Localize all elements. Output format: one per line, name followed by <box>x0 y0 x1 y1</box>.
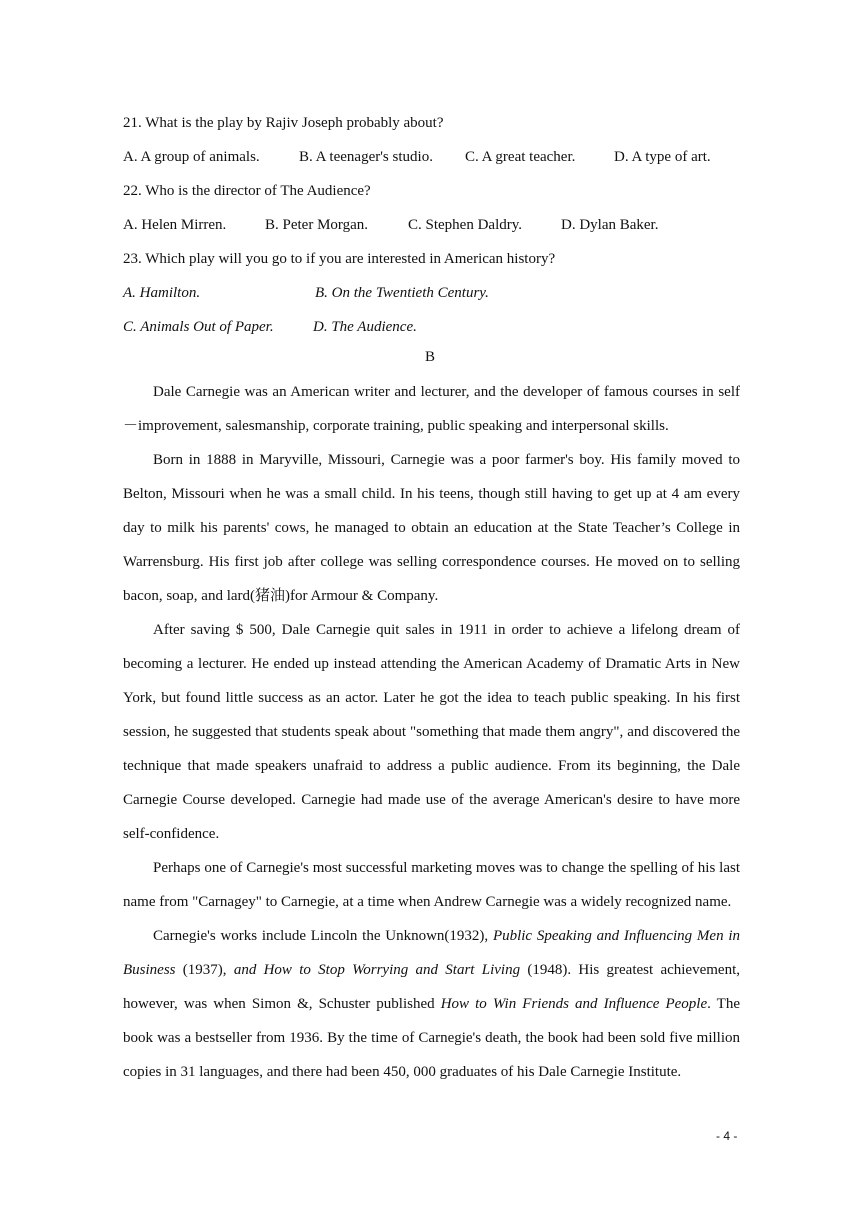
passage-body <box>123 375 740 1089</box>
question-22-option-c: C. Stephen Daldry. <box>408 217 523 233</box>
passage-paragraph-3: After saving $ 500, Dale Carnegie quit sales in 1911 in order to achieve a lifelong dream of becoming a lecturer. He ended up instead attending the American Academy of Dramatic Arts in New York, but found little success as an actor. Later he got the idea to teach public speaking. In his first session, he suggested that students speak about "something that made them angry", and discovered the technique that made speakers unafraid to address a public audience. From its beginning, the Dale Carnegie Course developed. Carnegie had made use of the average American's desire to have more self-confidence. <box>123 622 740 842</box>
page-number: - 4 - <box>716 1129 738 1143</box>
passage-paragraph-2: Born in 1888 in Maryville, Missouri, Carnegie was a poor farmer's boy. His family moved to Belton, Missouri when he was a small child. In his teens, though still having to get up at 4 am every day to milk his parents' cows, he managed to obtain an education at the State Teacher’s College in Warrensburg. His first job after college was selling correspondence courses. He moved on to selling bacon, soap, and lard(猪油)for Armour & Company. <box>123 452 740 604</box>
question-23-option-c: C. Animals Out of Paper. <box>123 319 274 335</box>
passage-paragraph-1: Dale Carnegie was an American writer and lecturer, and the developer of famous courses in self－improvement, salesmanship, corporate training, public speaking and interpersonal skills. <box>123 384 740 434</box>
question-21-option-a: A. A group of animals. <box>123 149 260 165</box>
paragraph-5-text: Carnegie's works include Lincoln the Unknown(1932), <box>153 928 493 944</box>
question-22-stem: 22. Who is the director of The Audience? <box>123 183 371 199</box>
question-21-stem: 21. What is the play by Rajiv Joseph probably about? <box>123 115 444 131</box>
question-23-stem: 23. Which play will you go to if you are interested in American history? <box>123 251 556 267</box>
question-23-options-row-1 <box>123 283 743 303</box>
book-title-public-speaking: Public Speaking and Influencing Men in Business <box>123 928 740 978</box>
question-21-option-b: B. A teenager's studio. <box>299 149 433 165</box>
question-23-option-a: A. Hamilton. <box>123 285 201 301</box>
passage-paragraph-4: Perhaps one of Carnegie's most successful marketing moves was to change the spelling of his last name from "Carnagey" to Carnegie, at a time when Andrew Carnegie was a widely recognized name. <box>123 860 740 910</box>
question-21-option-d: D. A type of art. <box>614 149 711 165</box>
paragraph-5-text: (1948). His greatest achievement, however, was when Simon &, Schuster published <box>123 962 740 1012</box>
question-23-option-d: D. The Audience. <box>313 319 417 335</box>
question-23-options-row-2 <box>123 317 743 337</box>
question-21-options <box>123 147 743 167</box>
paragraph-5-text: (1937), <box>175 962 234 978</box>
question-22-option-d: D. Dylan Baker. <box>561 217 659 233</box>
book-title-stop-worrying: and How to Stop Worrying and Start Living <box>233 962 521 978</box>
question-22-option-b: B. Peter Morgan. <box>265 217 369 233</box>
question-22-option-a: A. Helen Mirren. <box>123 217 227 233</box>
book-title-win-friends: How to Win Friends and Influence People <box>440 996 708 1012</box>
paragraph-5-text: . The book was a bestseller from 1936. By the time of Carnegie's death, the book had been sold five million copies in 31 languages, and there had been 450, 000 graduates of his Dale Carnegie Institute. <box>123 996 740 1080</box>
question-23-option-b: B. On the Twentieth Century. <box>315 285 489 301</box>
section-heading: B <box>424 349 435 365</box>
question-21-option-c: C. A great teacher. <box>465 149 576 165</box>
passage-paragraph-5 <box>123 919 740 1089</box>
question-22-options <box>123 215 743 235</box>
